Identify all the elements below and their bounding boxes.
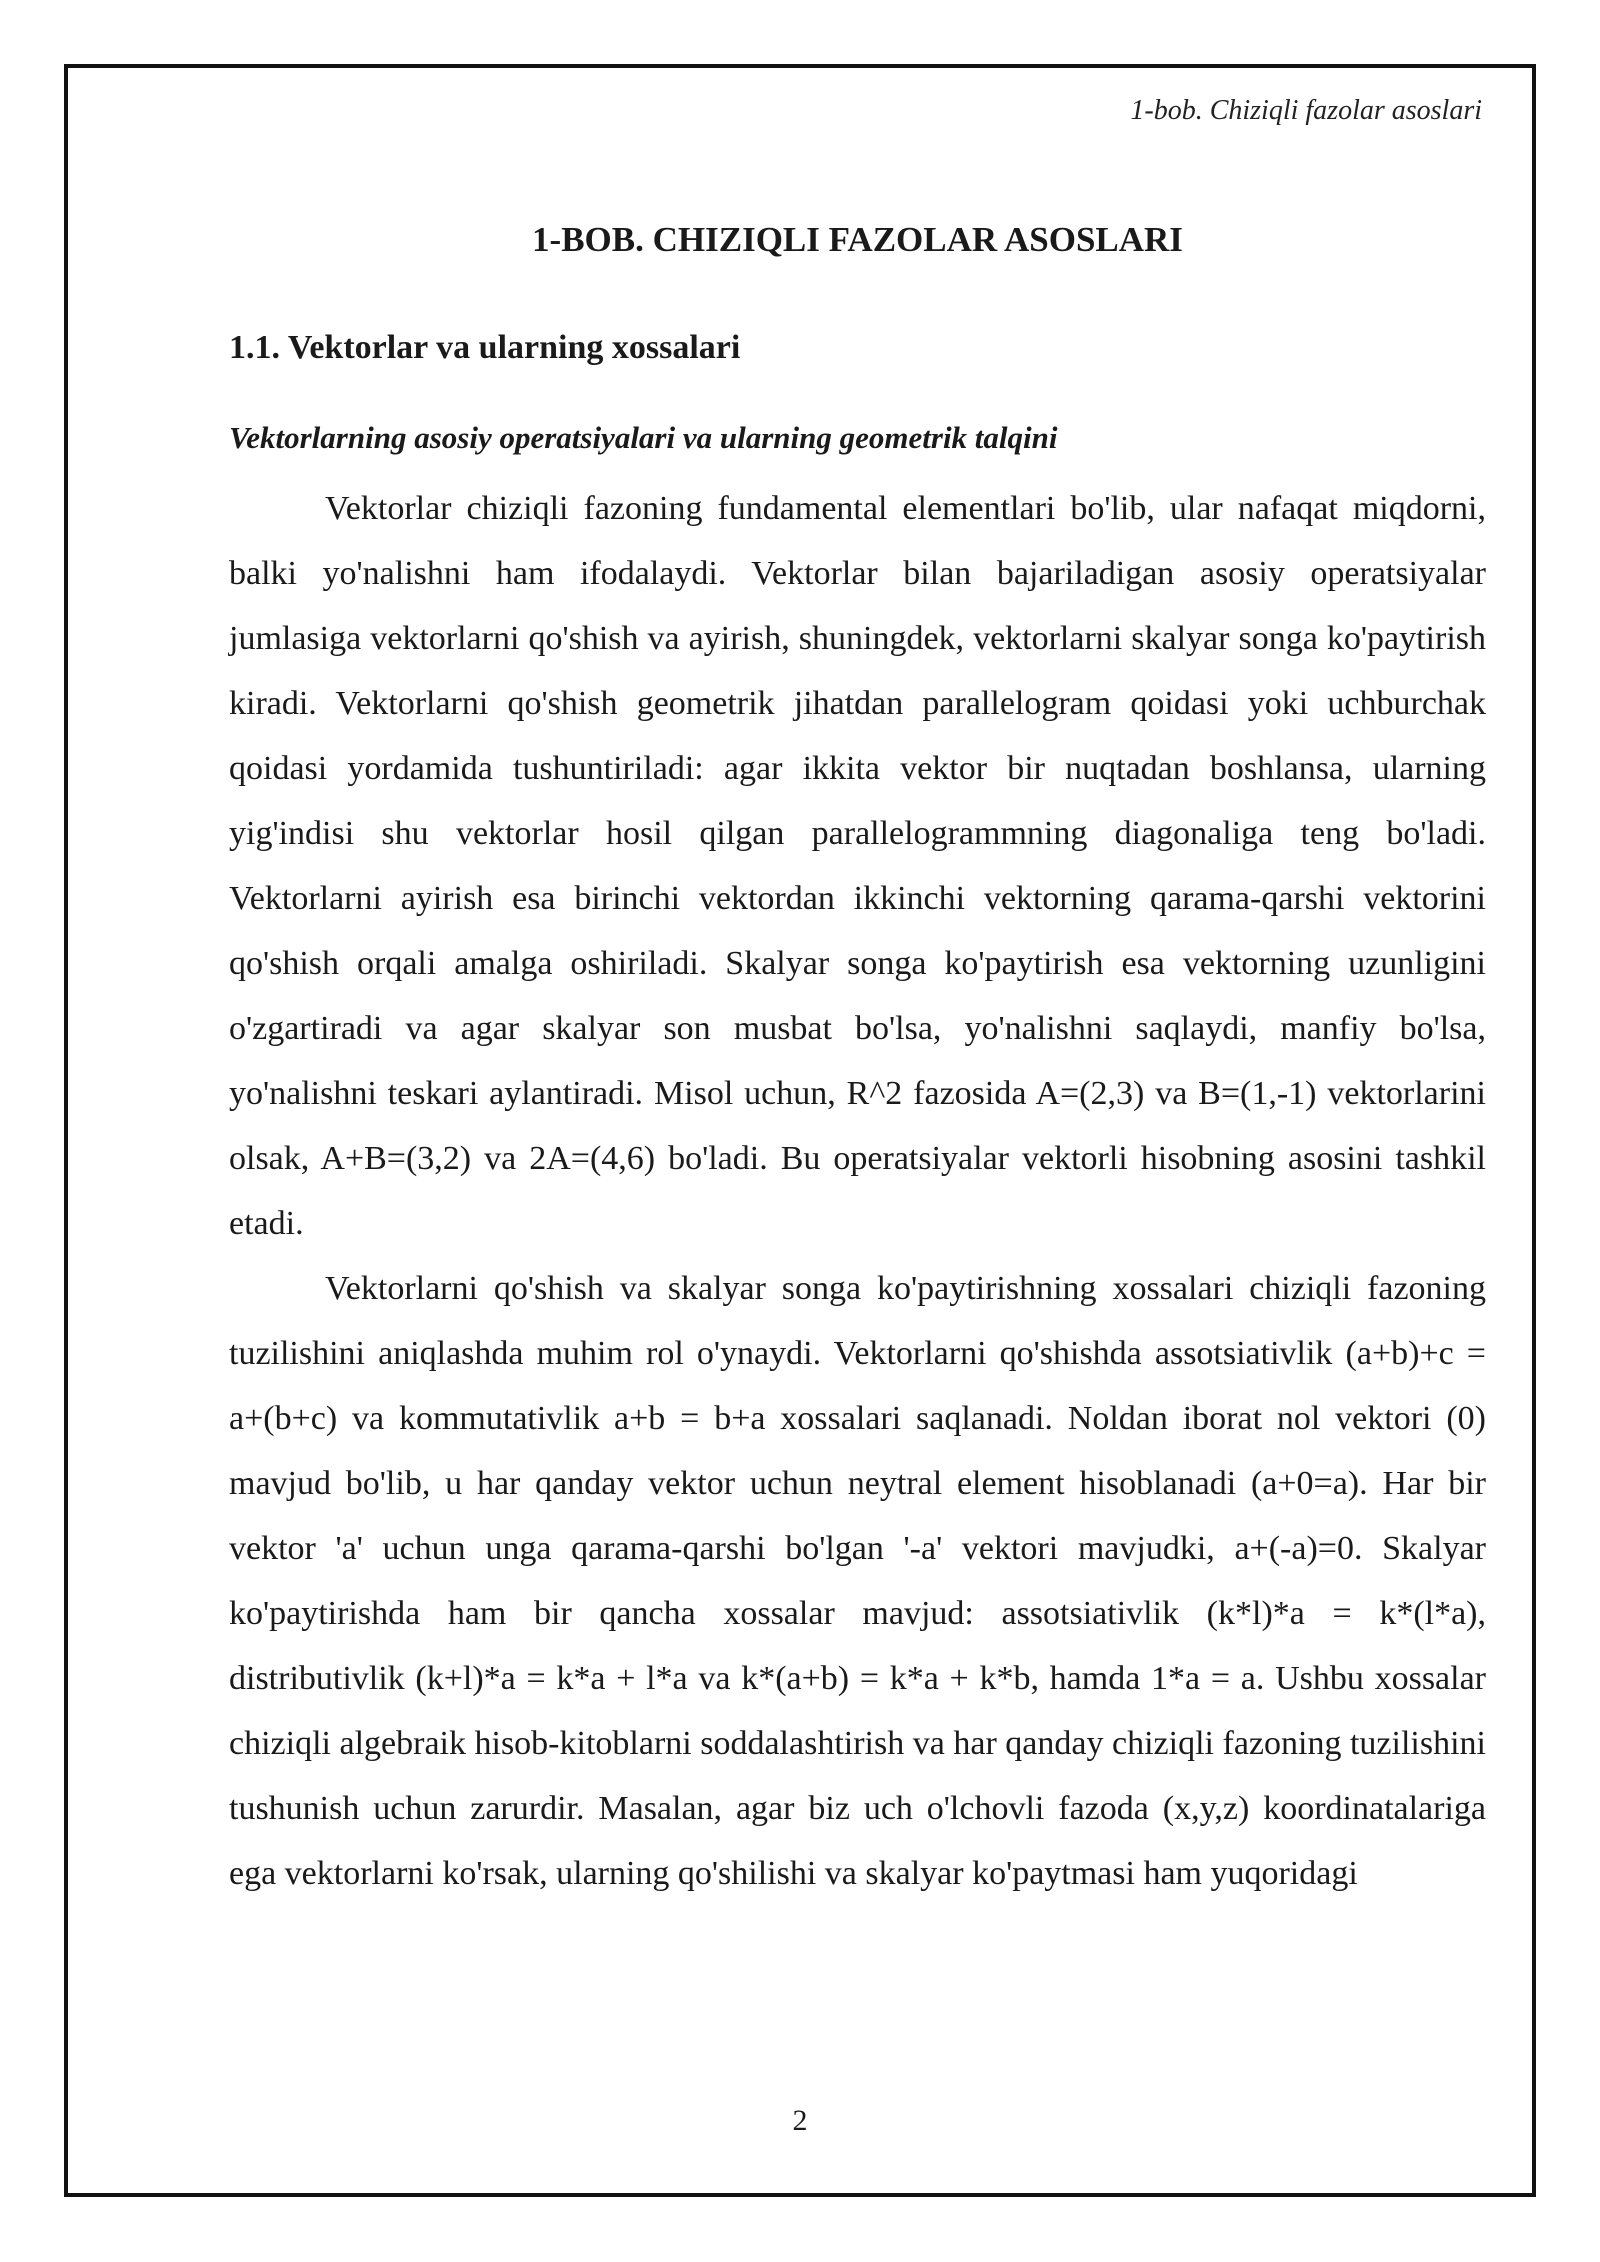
document-body	[229, 210, 1486, 1906]
subsection-title: Vektorlarning asosiy operatsiyalari va ularning geometrik talqini	[229, 420, 1058, 455]
page-number: 2	[792, 2104, 808, 2137]
chapter-title: 1-BOB. CHIZIQLI FAZOLAR ASOSLARI	[532, 220, 1183, 259]
section-title: 1.1. Vektorlar va ularning xossalari	[229, 329, 741, 366]
paragraph: Vektorlarni qo'shish va skalyar songa ko'paytirishning xossalari chiziqli fazoning tuzilishini aniqlashda muhim rol o'ynaydi. Vektorlarni qo'shishda assotsiativlik (a+b)+c = a+(b+c) va kommutativlik a+b = b+a xossalari saqlanadi. Noldan iborat nol vektori (0) mavjud bo'lib, u har qanday vektor uchun neytral element hisoblanadi (a+0=a). Har bir vektor 'a' uchun unga qarama-qarshi bo'lgan '-a' vektori mavjudki, a+(-a)=0. Skalyar ko'paytirishda ham bir qancha xossalar mavjud: assotsiativlik (k*l)*a = k*(l*a), distributivlik (k+l)*a = k*a + l*a va k*(a+b) = k*a + k*b, hamda 1*a = a. Ushbu xossalar chiziqli algebraik hisob-kitoblarni soddalashtirish va har qanday chiziqli fazoning tuzilishini tushunish uchun zarurdir. Masalan, agar biz uch o'lchovli fazoda (x,y,z) koordinatalariga ega vektorlarni ko'rsak, ularning qo'shilishi va skalyar ko'paytmasi ham yuqoridagi	[229, 1270, 1486, 1892]
paragraph: Vektorlar chiziqli fazoning fundamental elementlari bo'lib, ular nafaqat miqdorni, balki yo'nalishni ham ifodalaydi. Vektorlar bilan bajariladigan asosiy operatsiyalar jumlasiga vektorlarni qo'shish va ayirish, shuningdek, vektorlarni skalyar songa ko'paytirish kiradi. Vektorlarni qo'shish geometrik jihatdan parallelogram qoidasi yoki uchburchak qoidasi yordamida tushuntiriladi: agar ikkita vektor bir nuqtadan boshlansa, ularning yig'indisi shu vektorlar hosil qilgan parallelogrammning diagonaliga teng bo'ladi. Vektorlarni ayirish esa birinchi vektordan ikkinchi vektorning qarama-qarshi vektorini qo'shish orqali amalga oshiriladi. Skalyar songa ko'paytirish esa vektorning uzunligini o'zgartiradi va agar skalyar son musbat bo'lsa, yo'nalishni saqlaydi, manfiy bo'lsa, yo'nalishni teskari aylantiradi. Misol uchun, R^2 fazosida A=(2,3) va B=(1,-1) vektorlarini olsak, A+B=(3,2) va 2A=(4,6) bo'ladi. Bu operatsiyalar vektorli hisobning asosini tashkil etadi.	[229, 490, 1486, 1242]
running-header: 1-bob. Chiziqli fazolar asoslari	[1130, 95, 1482, 126]
